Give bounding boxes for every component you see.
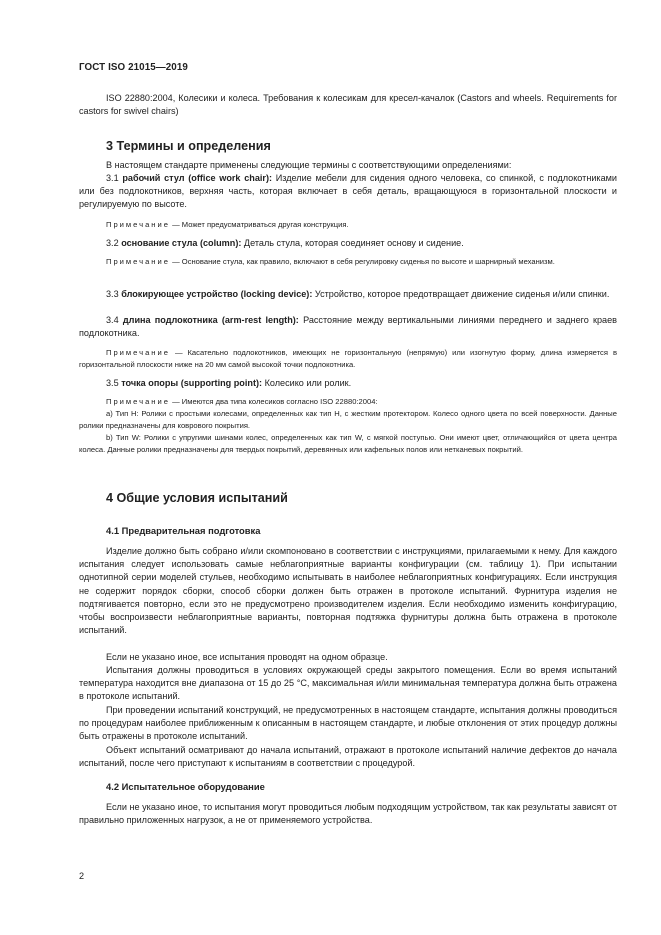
note-text: — Основание стула, как правило, включают в себя регулировку сиденья по высоте и шарнирный механизм. xyxy=(172,257,555,266)
section-4-1-paragraph-3: Испытания должны проводиться в условиях окружающей среды закрытого помещения. Если во время испытаний температура находится вне диапазона от 15 до 25 °С, максимальная и/или минимальная температура должна быть отражена в протоколе испытаний. xyxy=(79,665,617,702)
note-text: — Может предусматриваться другая конструкция. xyxy=(172,220,349,229)
term-number: 3.4 xyxy=(106,315,119,325)
note-text: — Имеются два типа колесиков согласно ISO 22880:2004: xyxy=(172,397,378,406)
term-name: основание стула (column): xyxy=(121,238,242,248)
section-4-title: 4 Общие условия испытаний xyxy=(106,491,288,505)
note-text: — Касательно подлокотников, имеющих не горизонтальную (непрямую) или изогнутую форму, длина измеряется в горизонтальной плоскости ниже на 20 мм самой высокой точки подлокотника. xyxy=(79,348,617,369)
note-4-item-b: b) Тип W: Ролики с упругими шинами колес, определенных как тип W, с мягкой поступью. Они имеют цвет, отличающийся от цвета центра колеса. Данные ролики предназначены для твердых покрытий, деревянных или кафельных полов или нетканевых покрытий. xyxy=(79,433,617,454)
term-3-5 xyxy=(79,377,617,390)
term-number: 3.1 xyxy=(106,173,119,183)
term-definition: Расстояние между вертикальными линиями переднего и заднего краев подлокотника. xyxy=(79,315,618,339)
term-name: длина подлокотника (arm-rest length): xyxy=(122,315,299,325)
term-definition: Изделие мебели для сидения одного человека, со спинкой, с подлокотниками или без подлокотников, верхняя часть, которая включает в себя деталь, вращающуюся в горизонтальной плоскости и регулируемую по высоте. xyxy=(79,173,617,210)
term-number: 3.3 xyxy=(106,289,119,299)
subsection-4-2-title: 4.2 Испытательное оборудование xyxy=(106,781,265,792)
term-3-4 xyxy=(79,314,617,340)
note-4-item-a: а) Тип H: Ролики с простыми колесами, определенных как тип H, с жестким протектором. Колесо одного цвета по всей поверхности. Данные ролики предназначены для коврового покрытия. xyxy=(79,409,617,430)
note-label: Примечание xyxy=(106,397,170,406)
section-3-title: 3 Термины и определения xyxy=(106,139,271,153)
subsection-4-1-title: 4.1 Предварительная подготовка xyxy=(106,525,261,536)
note-3 xyxy=(79,347,617,370)
term-definition: Устройство, которое предотвращает движение сиденья и/или спинки. xyxy=(314,289,610,299)
note-label: Примечание xyxy=(106,220,170,229)
section-3-intro: В настоящем стандарте применены следующие термины с соответствующими определениями: xyxy=(106,160,512,170)
note-1 xyxy=(79,219,617,231)
term-number: 3.5 xyxy=(106,378,119,388)
document-header: ГОСТ ISO 21015—2019 xyxy=(79,62,188,73)
reference-paragraph: ISO 22880:2004, Колесики и колеса. Требования к колесикам для кресел-качалок (Castors and wheels. Requirements for castors for swivel chairs) xyxy=(79,93,617,117)
term-3-3 xyxy=(79,288,617,301)
section-4-1-paragraph-5: Объект испытаний осматривают до начала испытаний, отражают в протоколе испытаний наличие дефектов до начала испытаний, после чего приступают к испытаниям в соответствии с процедурой. xyxy=(79,745,617,769)
term-number: 3.2 xyxy=(106,238,119,248)
section-4-1-paragraph-4: При проведении испытаний конструкций, не предусмотренных в настоящем стандарте, испытания должны проводиться по процедурам наиболее приближенным к описанным в настоящем стандарте, и любые отклонения от этих процедур должны быть отражены в протоколе испытаний. xyxy=(79,705,617,742)
section-4-2-paragraph-1: Если не указано иное, то испытания могут проводиться любым подходящим устройством, так как результаты зависят от правильно приложенных нагрузок, а не от применяемого устройства. xyxy=(79,802,617,826)
term-3-1 xyxy=(79,172,617,212)
page-number: 2 xyxy=(79,871,85,881)
term-name: блокирующее устройство (locking device): xyxy=(121,289,313,299)
term-name: точка опоры (supporting point): xyxy=(121,378,263,388)
note-label: Примечание xyxy=(106,348,170,357)
note-label: Примечание xyxy=(106,257,170,266)
term-definition: Колесико или ролик. xyxy=(264,378,352,388)
term-name: рабочий стул (office work chair): xyxy=(122,173,272,183)
note-2 xyxy=(79,256,617,268)
term-definition: Деталь стула, которая соединяет основу и сидение. xyxy=(243,238,464,248)
note-4 xyxy=(79,396,617,408)
section-4-1-paragraph-1: Изделие должно быть собрано и/или скомпоновано в соответствии с инструкциями, прилагаемыми к нему. Для каждого испытания следует использовать самые неблагоприятные варианты конфигурации (см. таблицу 1). При испытании однотипной серии моделей стульев, необходимо испытывать в наиболее неблагоприятных конфигурациях. Если инструкция не содержит порядок сборки, способ сборки должен быть отражен в протоколе испытаний. Фурнитура изделия не подтягивается повторно, если это не предусмотрено производителем изделия. Если необходимо изменить конфигурацию, чтобы воспроизвести неблагоприятные варианты, повторная подтяжка фурнитуры должна быть отражена в протоколе испытаний. xyxy=(79,546,617,636)
section-4-1-paragraph-2: Если не указано иное, все испытания проводят на одном образце. xyxy=(106,652,388,662)
term-3-2 xyxy=(79,237,617,250)
